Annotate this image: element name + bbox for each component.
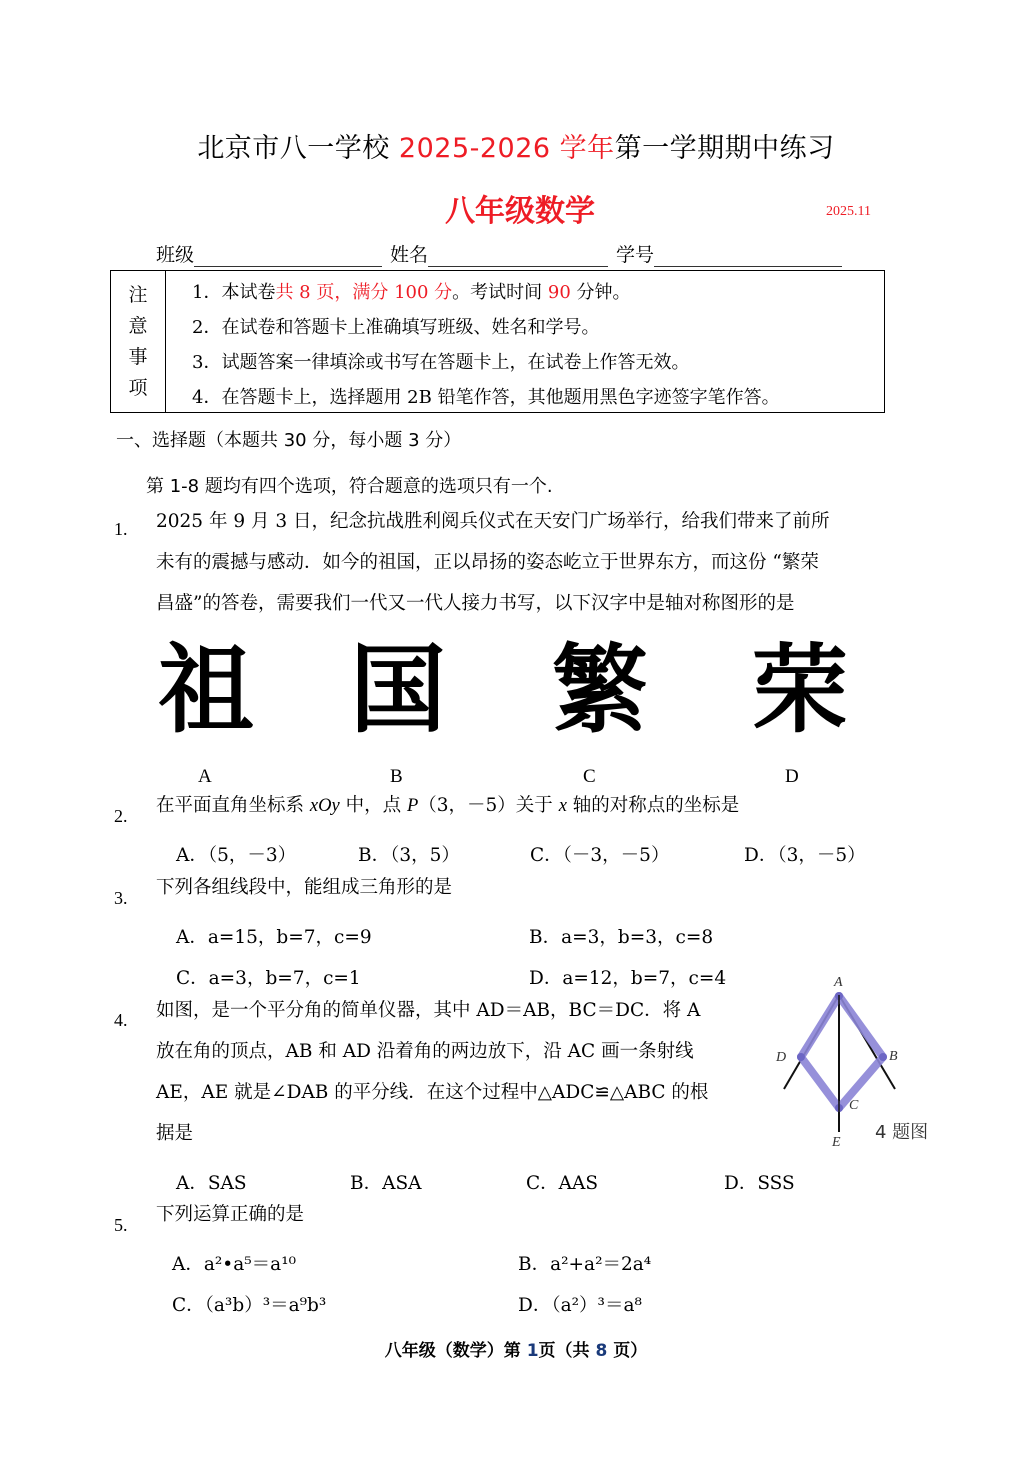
question-text-line: 放在角的顶点，AB 和 AD 沿着角的两边放下，沿 AC 画一条射线 xyxy=(156,1041,694,1062)
footer-text: 八年级（数学）第 xyxy=(384,1341,527,1361)
option-label-b: B xyxy=(390,766,403,787)
question-text-line: AE，AE 就是∠DAB 的平分线．在这个过程中△ADC≌△ABC 的根 xyxy=(156,1082,709,1103)
option-b[interactable]: B．a=3，b=3，c=8 xyxy=(529,927,714,948)
title-year-word: 学年 xyxy=(559,133,615,164)
question-text-line: 未有的震撼与感动．如今的祖国，正以昂扬的姿态屹立于世界东方，而这份 “繁荣 xyxy=(156,552,819,573)
option-d[interactable]: D．（3，－5） xyxy=(744,845,866,866)
class-label: 班级 xyxy=(156,244,195,266)
figure-label-a: A xyxy=(834,975,843,990)
footer-text: 页） xyxy=(607,1341,648,1361)
option-b[interactable]: B．（3，5） xyxy=(358,845,460,866)
student-id-label: 学号 xyxy=(616,244,655,266)
option-a[interactable]: A．a²•a⁵＝a¹⁰ xyxy=(172,1254,297,1275)
option-a[interactable]: A．（5，－3） xyxy=(176,845,297,866)
question-text xyxy=(156,785,739,827)
option-c[interactable]: C．AAS xyxy=(526,1173,599,1194)
figure-caption: 4 题图 xyxy=(875,1122,929,1143)
notice-char: 注 xyxy=(128,283,148,306)
option-d[interactable]: D．（a²）³＝a⁸ xyxy=(518,1295,642,1316)
notice-highlight: 共 8 页，满分 100 分 xyxy=(275,282,453,303)
option-character-d[interactable]: 荣 xyxy=(752,634,848,746)
question-number: 5. xyxy=(114,1215,128,1235)
figure-label-e: E xyxy=(832,1135,841,1150)
notice-item-3 xyxy=(192,345,884,380)
text: （3，－5）关于 xyxy=(418,795,559,816)
notice-item-4 xyxy=(192,380,884,415)
notice-text: 本试卷 xyxy=(221,282,276,303)
option-a[interactable]: A．a=15，b=7，c=9 xyxy=(176,927,372,948)
footer-text: 页（共 xyxy=(538,1341,596,1361)
math-var: xOy xyxy=(309,796,340,816)
option-c[interactable]: C．（－3，－5） xyxy=(530,845,670,866)
section-intro: 第 1-8 题均有四个选项，符合题意的选项只有一个. xyxy=(146,476,553,497)
notice-char: 事 xyxy=(128,345,148,368)
student-info-line xyxy=(156,240,850,267)
question-number: 4. xyxy=(114,1010,128,1030)
option-label-c: C xyxy=(583,766,596,787)
question-number: 1. xyxy=(114,519,128,539)
question-text: 下列各组线段中，能组成三角形的是 xyxy=(156,877,453,898)
text: 中，点 xyxy=(339,795,407,816)
notice-item-2 xyxy=(192,310,884,345)
option-character-b[interactable]: 国 xyxy=(350,634,446,746)
option-c[interactable]: C．（a³b）³＝a⁹b³ xyxy=(172,1295,327,1316)
option-label-a: A xyxy=(198,766,212,787)
option-d[interactable]: D．a=12，b=7，c=4 xyxy=(529,968,727,989)
option-c[interactable]: C．a=3，b=7，c=1 xyxy=(176,968,361,989)
option-a[interactable]: A．SAS xyxy=(176,1173,247,1194)
question-text-line: 昌盛”的答卷，需要我们一代又一代人接力书写，以下汉字中是轴对称图形的是 xyxy=(156,593,795,614)
notice-num: 1． xyxy=(192,282,222,303)
math-var: x xyxy=(558,796,567,816)
math-var: P xyxy=(406,796,419,816)
question-text-line: 据是 xyxy=(156,1123,194,1144)
question-number: 2. xyxy=(114,806,128,826)
figure-label-d: D xyxy=(776,1050,787,1065)
question-text-line: 2025 年 9 月 3 日，纪念抗战胜利阅兵仪式在天安门广场举行，给我们带来了前所 xyxy=(156,511,830,532)
exam-date: 2025.11 xyxy=(826,204,871,219)
page-footer xyxy=(0,1336,1032,1361)
notice-char: 项 xyxy=(128,376,148,399)
exam-title xyxy=(0,126,1032,165)
option-d[interactable]: D．SSS xyxy=(724,1173,795,1194)
notice-item-1 xyxy=(192,275,884,310)
notice-text: 试题答案一律填涂或书写在答题卡上，在试卷上作答无效。 xyxy=(221,352,690,373)
notice-side-label xyxy=(111,271,166,412)
option-character-c[interactable]: 繁 xyxy=(552,634,648,746)
page-number: 1 xyxy=(526,1341,539,1361)
option-character-a[interactable]: 祖 xyxy=(158,634,254,746)
notice-highlight: 90 xyxy=(547,282,571,303)
notice-text: 。考试时间 xyxy=(452,282,548,303)
text: 轴的对称点的坐标是 xyxy=(566,795,740,816)
notice-char: 意 xyxy=(128,314,148,337)
question-text: 下列运算正确的是 xyxy=(156,1204,305,1225)
title-school: 北京市八一学校 xyxy=(197,133,390,164)
question-text-line: 如图，是一个平分角的简单仪器，其中 AD＝AB，BC＝DC．将 A xyxy=(156,1000,701,1021)
question-number: 3. xyxy=(114,888,128,908)
notice-num: 3． xyxy=(192,352,222,373)
option-b[interactable]: B．a²+a²＝2a⁴ xyxy=(518,1254,652,1275)
title-year: 2025-2026 xyxy=(398,133,551,164)
notice-items xyxy=(166,271,884,412)
total-pages: 8 xyxy=(595,1341,608,1361)
option-label-d: D xyxy=(785,766,799,787)
notice-num: 2． xyxy=(192,317,222,338)
option-b[interactable]: B．ASA xyxy=(350,1173,422,1194)
text: 在平面直角坐标系 xyxy=(156,795,310,816)
notice-num: 4． xyxy=(192,387,222,408)
student-id-blank[interactable] xyxy=(654,246,842,267)
name-blank[interactable] xyxy=(428,246,608,267)
section-title: 一、选择题（本题共 30 分，每小题 3 分） xyxy=(116,430,462,451)
name-label: 姓名 xyxy=(390,244,429,266)
exam-subtitle: 八年级数学 xyxy=(445,194,595,229)
figure-label-b: B xyxy=(889,1049,898,1064)
notice-box xyxy=(110,270,885,413)
title-term: 第一学期期中练习 xyxy=(614,133,835,164)
figure-label-c: C xyxy=(849,1098,859,1113)
notice-text: 在答题卡上，选择题用 2B 铅笔作答，其他题用黑色字迹签字笔作答。 xyxy=(221,387,780,408)
notice-text: 在试卷和答题卡上准确填写班级、姓名和学号。 xyxy=(221,317,600,338)
notice-text: 分钟。 xyxy=(570,282,631,303)
class-blank[interactable] xyxy=(194,246,382,267)
